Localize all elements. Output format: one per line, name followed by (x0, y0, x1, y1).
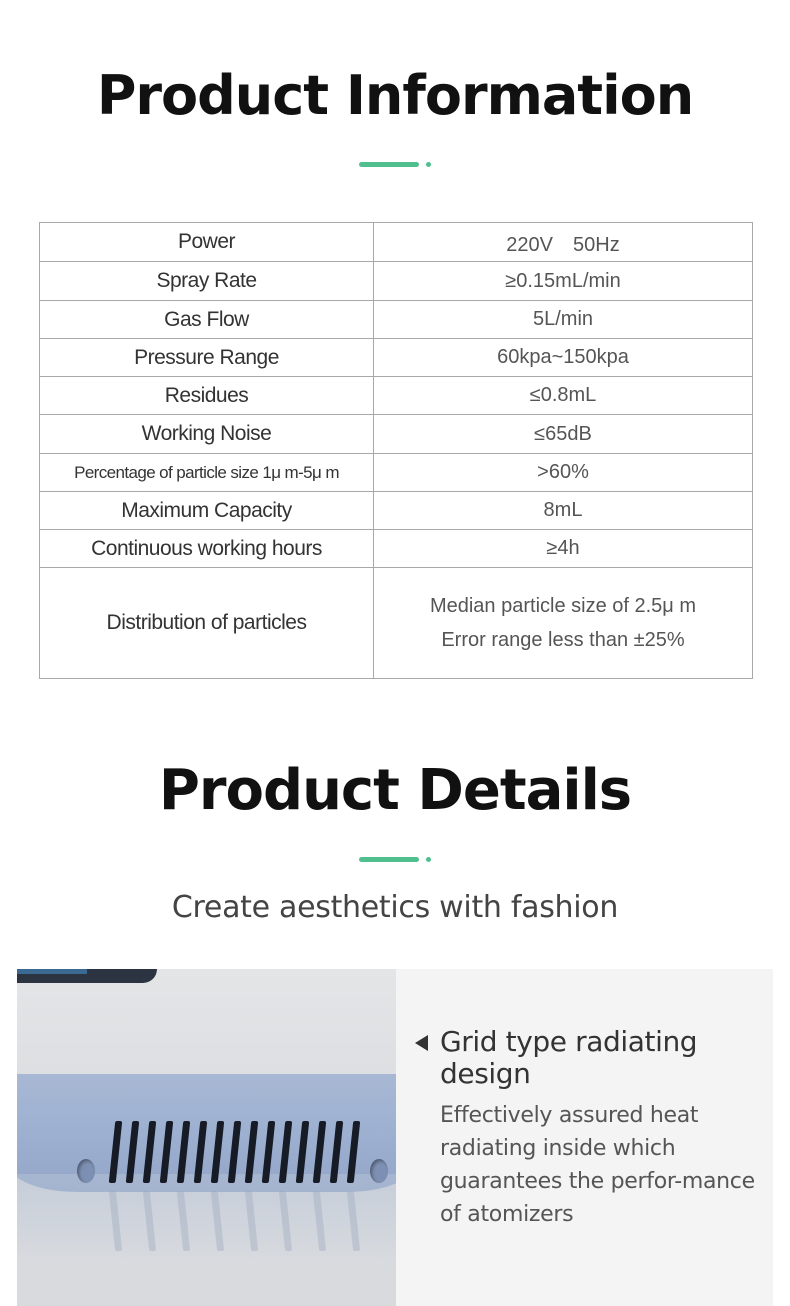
table-row (40, 301, 753, 339)
screw-hole (77, 1159, 95, 1183)
spec-label: Pressure Range (40, 339, 374, 377)
spec-value: ≥0.15mL/min (374, 262, 753, 301)
spec-label: Gas Flow (40, 301, 374, 339)
table-row (40, 568, 753, 679)
spec-label: Working Noise (40, 415, 374, 454)
spec-value-line: Median particle size of 2.5μ m (429, 595, 697, 617)
device-top-accent (17, 969, 87, 974)
spec-value-line: Error range less than ±25% (441, 629, 685, 651)
table-row (40, 377, 753, 415)
spec-value: 220V 50Hz (374, 223, 753, 262)
product-details-title: Product Details (158, 758, 632, 823)
spec-label: Distribution of particles (40, 568, 374, 679)
table-row (40, 415, 753, 454)
spec-table (39, 222, 753, 679)
feature-description: Effectively assured heat radiating inside which guarantees the perfor-mance of atomizers (440, 1103, 755, 1227)
spec-value: ≤65dB (374, 415, 753, 454)
table-row (40, 454, 753, 492)
feature-title: Grid type radiating design (440, 1025, 698, 1090)
title-divider (359, 856, 439, 864)
spec-label: Maximum Capacity (40, 492, 374, 530)
spec-label: Continuous working hours (40, 530, 374, 568)
product-information-title: Product Information (96, 64, 694, 127)
spec-label: Residues (40, 377, 374, 415)
spec-value: 5L/min (374, 301, 753, 339)
spec-label: Spray Rate (40, 262, 374, 301)
table-row (40, 492, 753, 530)
spec-value: ≥4h (374, 530, 753, 568)
product-vent-photo (17, 969, 396, 1306)
spec-label: Power (40, 223, 374, 262)
screw-hole (370, 1159, 388, 1183)
spec-value: >60% (374, 454, 753, 492)
spec-value: 60kpa~150kpa (374, 339, 753, 377)
table-row (40, 223, 753, 262)
surface-reflection (17, 1174, 396, 1306)
triangle-left-icon (415, 1035, 428, 1051)
spec-value: 8mL (374, 492, 753, 530)
details-subtitle: Create aesthetics with fashion (171, 890, 619, 925)
spec-value: ≤0.8mL (374, 377, 753, 415)
spec-value (374, 568, 753, 679)
table-row (40, 262, 753, 301)
spec-label: Percentage of particle size 1μ m-5μ m (40, 454, 374, 492)
table-row (40, 530, 753, 568)
feature-panel (396, 969, 773, 1306)
title-divider (359, 161, 439, 169)
table-row (40, 339, 753, 377)
